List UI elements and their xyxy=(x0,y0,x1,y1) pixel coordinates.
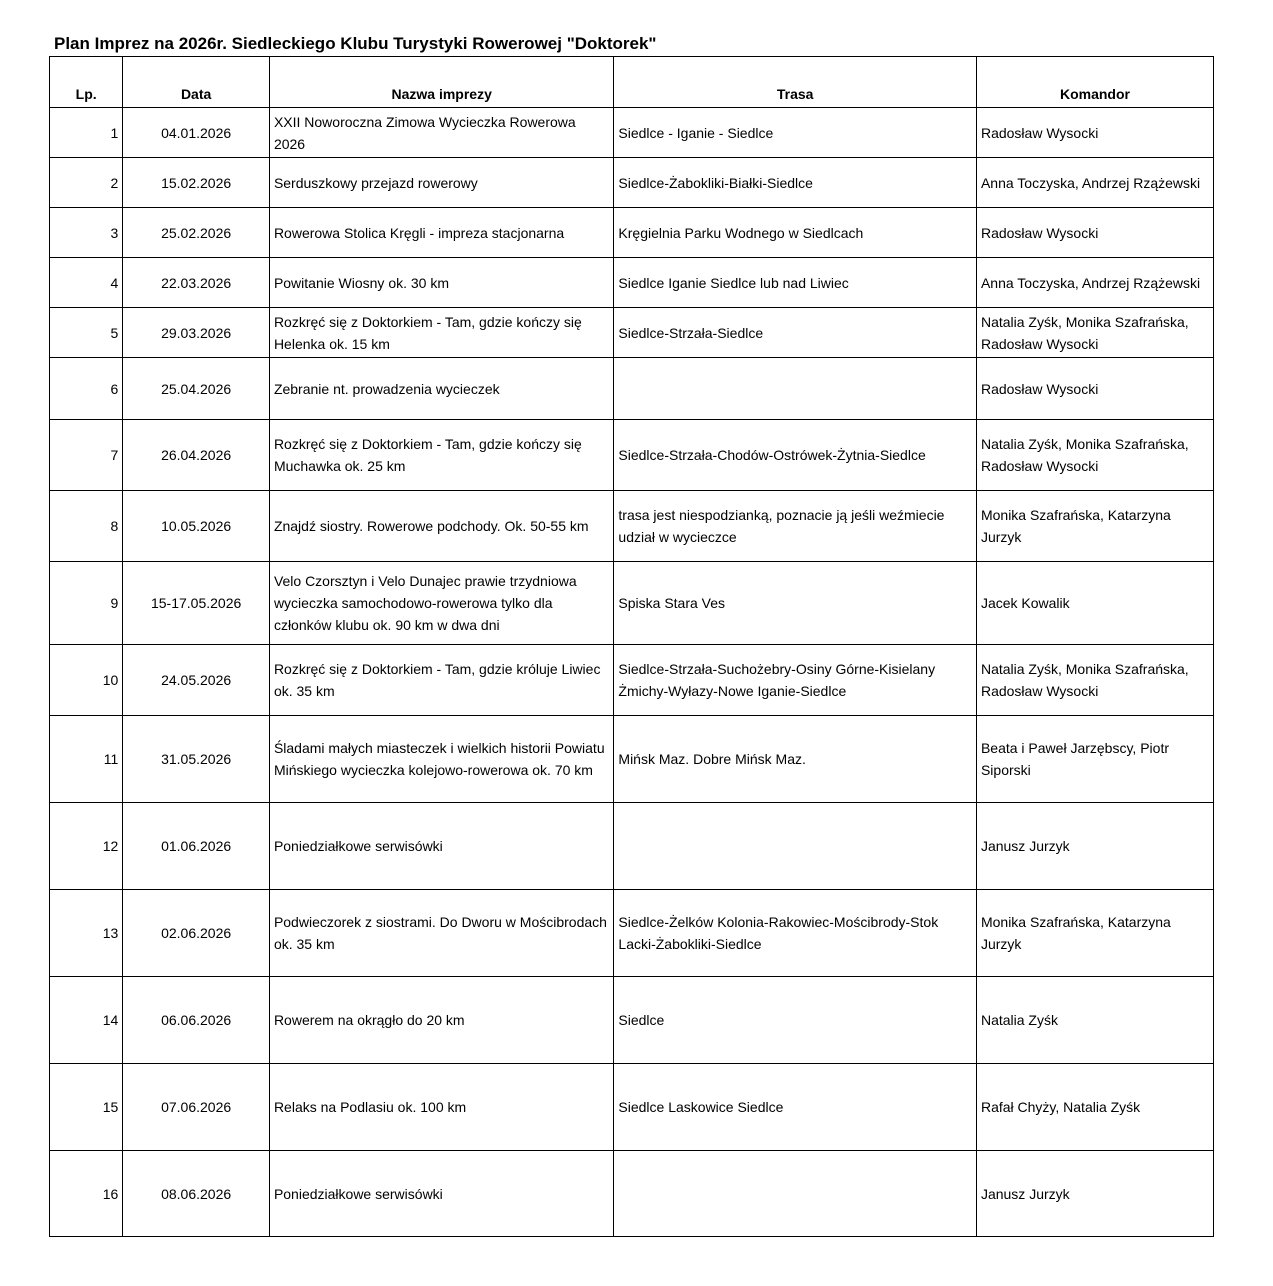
row-event-name: Śladami małych miasteczek i wielkich historii Powiatu Mińskiego wycieczka kolejowo-rowerowa ok. 70 km xyxy=(269,716,613,803)
row-number: 9 xyxy=(50,562,123,645)
row-event-name: XXII Noworoczna Zimowa Wycieczka Rowerowa 2026 xyxy=(269,108,613,158)
row-leader: Rafał Chyży, Natalia Zyśk xyxy=(976,1064,1213,1151)
table-row xyxy=(50,420,1214,491)
row-leader: Radosław Wysocki xyxy=(976,108,1213,158)
row-route: Siedlce - Iganie - Siedlce xyxy=(614,108,977,158)
row-leader: Radosław Wysocki xyxy=(976,208,1213,258)
row-leader: Jacek Kowalik xyxy=(976,562,1213,645)
row-event-name: Podwieczorek z siostrami. Do Dworu w Mościbrodach ok. 35 km xyxy=(269,890,613,977)
row-event-name: Znajdź siostry. Rowerowe podchody. Ok. 50-55 km xyxy=(269,491,613,562)
row-date: 07.06.2026 xyxy=(123,1064,270,1151)
row-leader: Radosław Wysocki xyxy=(976,358,1213,420)
row-date: 08.06.2026 xyxy=(123,1151,270,1237)
row-date: 31.05.2026 xyxy=(123,716,270,803)
row-event-name: Rozkręć się z Doktorkiem - Tam, gdzie kończy się Helenka ok. 15 km xyxy=(269,308,613,358)
row-date: 24.05.2026 xyxy=(123,645,270,716)
row-number: 13 xyxy=(50,890,123,977)
table-row xyxy=(50,258,1214,308)
row-route: Siedlce-Strzała-Chodów-Ostrówek-Żytnia-Siedlce xyxy=(614,420,977,491)
row-event-name: Relaks na Podlasiu ok. 100 km xyxy=(269,1064,613,1151)
header-lp: Lp. xyxy=(50,57,123,108)
row-number: 1 xyxy=(50,108,123,158)
row-date: 02.06.2026 xyxy=(123,890,270,977)
row-route: Siedlce-Żelków Kolonia-Rakowiec-Mościbrody-Stok Lacki-Żabokliki-Siedlce xyxy=(614,890,977,977)
row-event-name: Poniedziałkowe serwisówki xyxy=(269,803,613,890)
row-leader: Janusz Jurzyk xyxy=(976,1151,1213,1237)
row-date: 25.02.2026 xyxy=(123,208,270,258)
table-row xyxy=(50,158,1214,208)
header-name: Nazwa imprezy xyxy=(269,57,613,108)
row-leader: Monika Szafrańska, Katarzyna Jurzyk xyxy=(976,890,1213,977)
row-event-name: Powitanie Wiosny ok. 30 km xyxy=(269,258,613,308)
table-row xyxy=(50,716,1214,803)
row-leader: Anna Toczyska, Andrzej Rzążewski xyxy=(976,258,1213,308)
row-event-name: Rowerem na okrągło do 20 km xyxy=(269,977,613,1064)
row-leader: Janusz Jurzyk xyxy=(976,803,1213,890)
row-event-name: Velo Czorsztyn i Velo Dunajec prawie trzydniowa wycieczka samochodowo-rowerowa tylko dla członków klubu ok. 90 km w dwa dni xyxy=(269,562,613,645)
row-route: Siedlce Iganie Siedlce lub nad Liwiec xyxy=(614,258,977,308)
header-lead: Komandor xyxy=(976,57,1213,108)
row-date: 10.05.2026 xyxy=(123,491,270,562)
table-row xyxy=(50,491,1214,562)
row-route: Siedlce Laskowice Siedlce xyxy=(614,1064,977,1151)
row-leader: Natalia Zyśk, Monika Szafrańska, Radosław Wysocki xyxy=(976,645,1213,716)
document-title: Plan Imprez na 2026r. Siedleckiego Klubu Turystyki Rowerowej "Doktorek" xyxy=(54,34,657,53)
row-route: Siedlce-Strzała-Siedlce xyxy=(614,308,977,358)
row-event-name: Zebranie nt. prowadzenia wycieczek xyxy=(269,358,613,420)
row-route xyxy=(614,1151,977,1237)
row-number: 12 xyxy=(50,803,123,890)
row-route: Siedlce-Żabokliki-Białki-Siedlce xyxy=(614,158,977,208)
row-date: 01.06.2026 xyxy=(123,803,270,890)
row-route: Siedlce xyxy=(614,977,977,1064)
row-leader: Natalia Zyśk xyxy=(976,977,1213,1064)
row-route: Siedlce-Strzała-Suchożebry-Osiny Górne-Kisielany Żmichy-Wyłazy-Nowe Iganie-Siedlce xyxy=(614,645,977,716)
row-leader: Monika Szafrańska, Katarzyna Jurzyk xyxy=(976,491,1213,562)
events-table xyxy=(49,56,1214,1237)
table-row xyxy=(50,208,1214,258)
row-date: 06.06.2026 xyxy=(123,977,270,1064)
row-date: 15-17.05.2026 xyxy=(123,562,270,645)
row-date: 22.03.2026 xyxy=(123,258,270,308)
row-route: Kręgielnia Parku Wodnego w Siedlcach xyxy=(614,208,977,258)
row-number: 16 xyxy=(50,1151,123,1237)
table-row xyxy=(50,562,1214,645)
row-number: 3 xyxy=(50,208,123,258)
row-number: 11 xyxy=(50,716,123,803)
row-number: 10 xyxy=(50,645,123,716)
row-number: 15 xyxy=(50,1064,123,1151)
row-number: 7 xyxy=(50,420,123,491)
row-leader: Anna Toczyska, Andrzej Rzążewski xyxy=(976,158,1213,208)
row-date: 25.04.2026 xyxy=(123,358,270,420)
header-row xyxy=(50,57,1214,108)
row-route xyxy=(614,803,977,890)
row-route: Mińsk Maz. Dobre Mińsk Maz. xyxy=(614,716,977,803)
table-row xyxy=(50,645,1214,716)
row-number: 4 xyxy=(50,258,123,308)
row-date: 04.01.2026 xyxy=(123,108,270,158)
row-number: 5 xyxy=(50,308,123,358)
row-route: trasa jest niespodzianką, poznacie ją jeśli weźmiecie udział w wycieczce xyxy=(614,491,977,562)
table-row xyxy=(50,803,1214,890)
row-event-name: Rozkręć się z Doktorkiem - Tam, gdzie króluje Liwiec ok. 35 km xyxy=(269,645,613,716)
table-row xyxy=(50,977,1214,1064)
table-row xyxy=(50,1151,1214,1237)
row-number: 14 xyxy=(50,977,123,1064)
table-row xyxy=(50,1064,1214,1151)
table-row xyxy=(50,890,1214,977)
row-date: 15.02.2026 xyxy=(123,158,270,208)
table-row xyxy=(50,358,1214,420)
row-date: 26.04.2026 xyxy=(123,420,270,491)
row-event-name: Serduszkowy przejazd rowerowy xyxy=(269,158,613,208)
row-leader: Beata i Paweł Jarzębscy, Piotr Siporski xyxy=(976,716,1213,803)
table-row xyxy=(50,108,1214,158)
table-row xyxy=(50,308,1214,358)
row-leader: Natalia Zyśk, Monika Szafrańska, Radosław Wysocki xyxy=(976,308,1213,358)
row-route: Spiska Stara Ves xyxy=(614,562,977,645)
row-number: 2 xyxy=(50,158,123,208)
row-date: 29.03.2026 xyxy=(123,308,270,358)
row-event-name: Rowerowa Stolica Kręgli - impreza stacjonarna xyxy=(269,208,613,258)
row-route xyxy=(614,358,977,420)
row-leader: Natalia Zyśk, Monika Szafrańska, Radosław Wysocki xyxy=(976,420,1213,491)
header-date: Data xyxy=(123,57,270,108)
row-number: 8 xyxy=(50,491,123,562)
row-event-name: Rozkręć się z Doktorkiem - Tam, gdzie kończy się Muchawka ok. 25 km xyxy=(269,420,613,491)
row-number: 6 xyxy=(50,358,123,420)
row-event-name: Poniedziałkowe serwisówki xyxy=(269,1151,613,1237)
header-route: Trasa xyxy=(614,57,977,108)
